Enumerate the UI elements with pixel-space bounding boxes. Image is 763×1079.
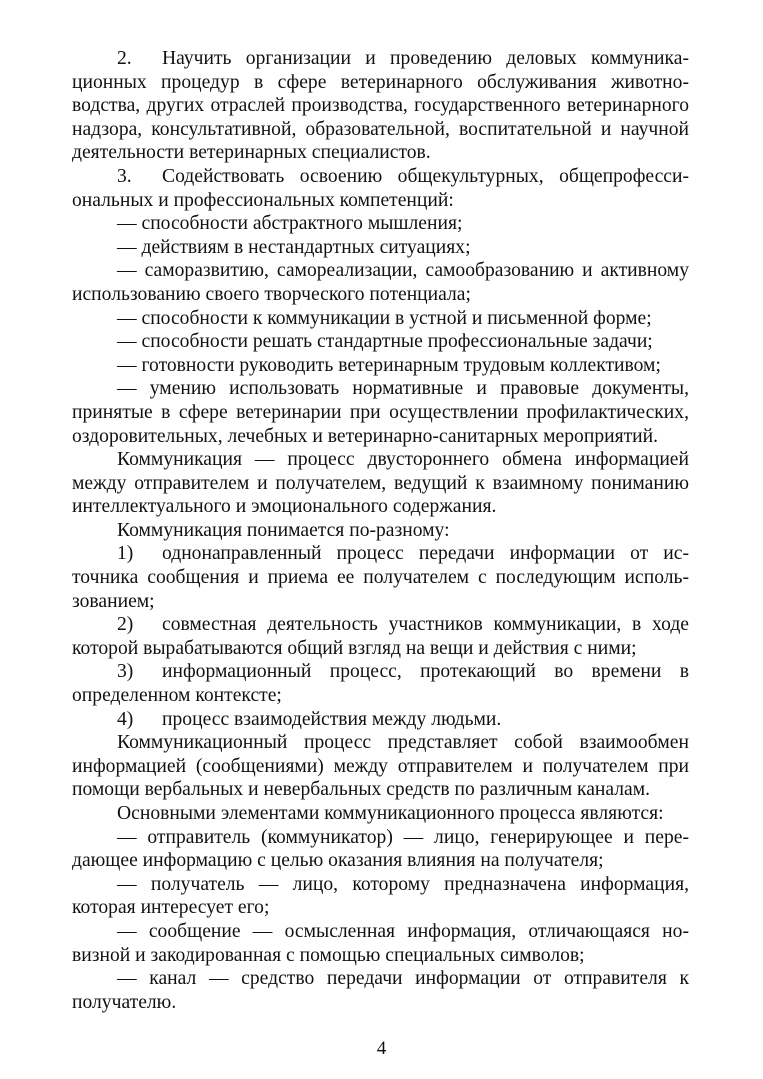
paragraph-text: процесс взаимодействия между людьми. (162, 708, 502, 730)
paragraph-process: Коммуникационный процесс представляет собой взаимообмен информацией (сообщениями) между отправителем и получателем при помощи вербальных и невербальных средств по различным каналам. (72, 732, 689, 801)
list-item: — отправитель (коммуникатор) — лицо, генерирующее и передающее информацию с целью оказания влияния на получателя; (72, 826, 689, 872)
paragraph-text: совместная деятельность участников коммуникации, в ходе которой вырабатываются общий взгляд на вещи и действия с ними; (72, 614, 689, 659)
list-item: — умению использовать нормативные и правовые документы, принятые в сфере ветеринарии при осуществлении профилактических, оздоровительных, лечебных и ветеринарно-санитарных мероприятий. (72, 378, 689, 447)
numbered-item-1 (72, 542, 689, 613)
list-number: 4) (117, 708, 134, 730)
page-body (72, 47, 689, 1014)
paragraph-text: однонаправленный процесс передачи информации от источника сообщения и приема ее получателем с последующим использованием; (72, 543, 689, 612)
paragraph-text: Содействовать освоению общекультурных, общепрофессиональных и профессиональных компетенций: (72, 165, 689, 211)
list-item: — действиям в нестандартных ситуациях; (117, 236, 471, 258)
list-item: — канал — средство передачи информации от отправителя к получателю. (72, 968, 689, 1013)
list-item: — сообщение — осмысленная информация, отличающаяся новизной и закодированная с помощью специальных символов; (72, 920, 689, 966)
list-number: 2. (117, 48, 132, 69)
paragraph-2 (72, 47, 689, 165)
list-number: 2) (117, 614, 134, 636)
paragraph-intro: Коммуникация понимается по-разному: (117, 519, 450, 541)
list-number: 1) (117, 543, 134, 565)
list-item: — получатель — лицо, которому предназначена информация, которая интересует его; (72, 873, 689, 919)
paragraph-elements: Основными элементами коммуникационного процесса являются: (117, 803, 664, 824)
numbered-item-3 (72, 660, 689, 707)
list-number: 3) (117, 661, 134, 683)
list-item: — готовности руководить ветеринарным трудовым коллективом; (117, 354, 661, 376)
list-item: — способности к коммуникации в устной и письменной форме; (117, 307, 652, 329)
paragraph-text: Научить организации и проведению деловых коммуникационных процедур в сфере ветеринарного обслуживания животноводства, других отраслей производства, государственного ветеринарного надзора, консультативной, образовательной, воспитательной и научной деятельности ветеринарных специалистов. (72, 48, 689, 164)
list-item: — способности абстрактного мышления; (117, 213, 463, 235)
page-number: 4 (376, 1038, 387, 1059)
list-number: 3. (117, 165, 132, 187)
list-item: — саморазвитию, самореализации, самообразованию и активному использованию своего творческого потенциала; (72, 260, 689, 305)
numbered-item-4 (72, 708, 689, 732)
paragraph-definition: Коммуникация — процесс двустороннего обмена информацией между отправителем и получателем, ведущий к взаимному пониманию интеллектуального и эмоционального содержания. (72, 449, 689, 518)
list-item: — способности решать стандартные профессиональные задачи; (117, 331, 653, 353)
numbered-item-2 (72, 613, 689, 660)
paragraph-text: информационный процесс, протекающий во времени в определенном контексте; (72, 661, 689, 707)
paragraph-3 (72, 165, 689, 212)
